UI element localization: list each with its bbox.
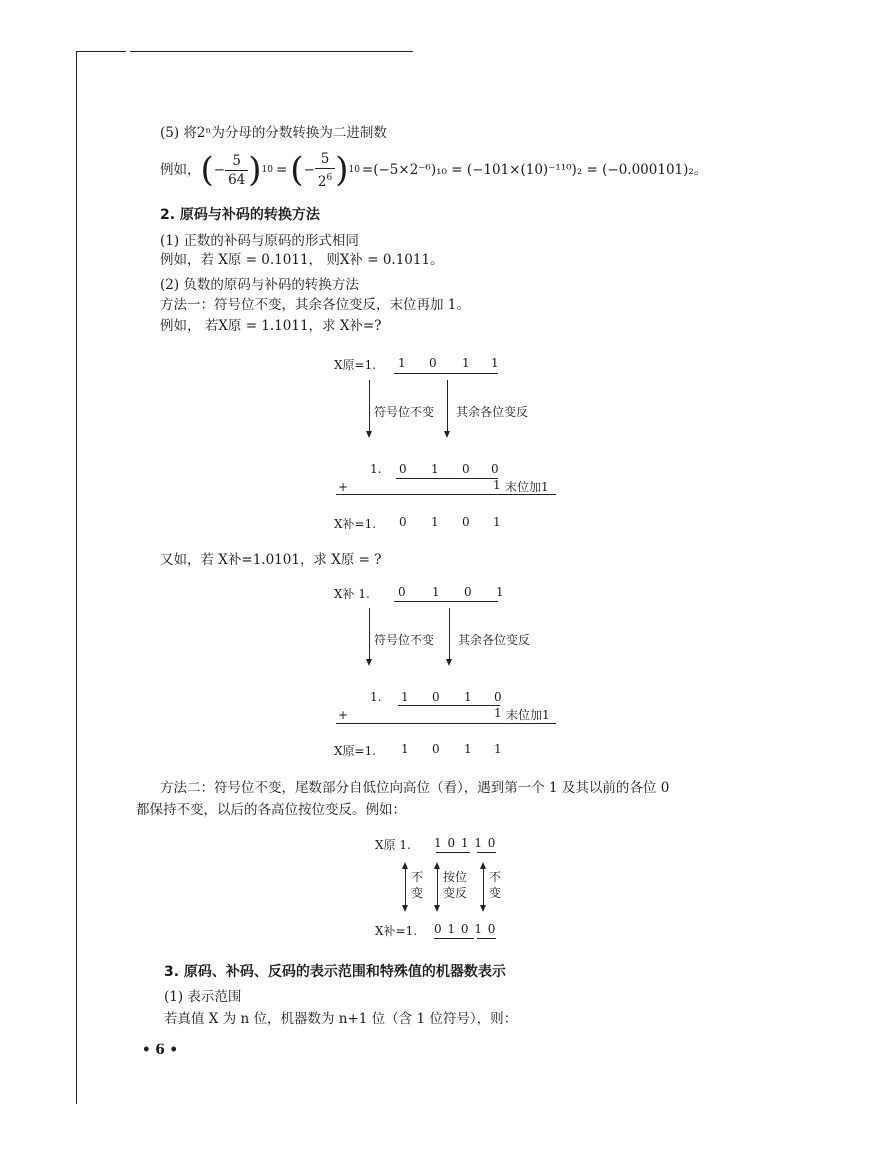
sec2-example2: 又如，若 X补=1.0101，求 X原 = ?	[160, 552, 382, 568]
sec2-p1-example: 例如，若 X原 = 0.1011， 则X补 = 0.1011。	[160, 252, 444, 268]
sec3-title: 3. 原码、补码、反码的表示范围和特殊值的机器数表示	[164, 964, 506, 980]
left-margin-rule	[76, 52, 77, 1104]
sec3-p1: (1) 表示范围	[164, 989, 242, 1005]
s5-example: 例如， ( − $\frac{5}{64}$ ) 10 = ( − $\frac{5}{2^6}$ ) 10 =(−5×2⁻⁶)₁₀ = (−101×(10)⁻¹¹⁰)₂ = (−0.000101)₂。	[160, 150, 708, 190]
sec2-p2: (2) 负数的原码与补码的转换方法	[160, 277, 359, 293]
sec2-method1: 方法一：符号位不变，其余各位变反，末位再加 1。	[160, 297, 470, 313]
sec2-example1: 例如， 若X原 = 1.1011，求 X补=?	[160, 318, 382, 334]
s5-sub2: 10	[348, 165, 360, 175]
sec2-title: 2. 原码与补码的转换方法	[160, 207, 320, 223]
s5-frac1: $\frac{5}{64}$	[225, 152, 248, 189]
s5-sub1: 10	[261, 165, 273, 175]
page-number: • 6 •	[142, 1042, 179, 1058]
sec2-method2-line2: 都保持不变，以后的各高位按位变反。例如：	[136, 802, 406, 818]
s5-prefix: 例如，	[160, 162, 201, 178]
top-rule-short	[76, 51, 126, 52]
top-rule	[130, 51, 413, 52]
sec3-p1-text: 若真值 X 为 n 位，机器数为 n+1 位（含 1 位符号），则：	[164, 1011, 518, 1027]
sec2-p1: (1) 正数的补码与原码的形式相同	[160, 233, 359, 249]
sec2-method2-line1: 方法二：符号位不变，尾数部分自低位向高位（看），遇到第一个 1 及其以前的各位 0	[160, 780, 670, 796]
s5-rhs: =(−5×2⁻⁶)₁₀ = (−101×(10)⁻¹¹⁰)₂ = (−0.000101)₂。	[361, 162, 708, 178]
s5-frac2: $\frac{5}{2^6}$	[315, 150, 335, 191]
s5-title: (5) 将2ⁿ为分母的分数转换为二进制数	[160, 125, 387, 141]
